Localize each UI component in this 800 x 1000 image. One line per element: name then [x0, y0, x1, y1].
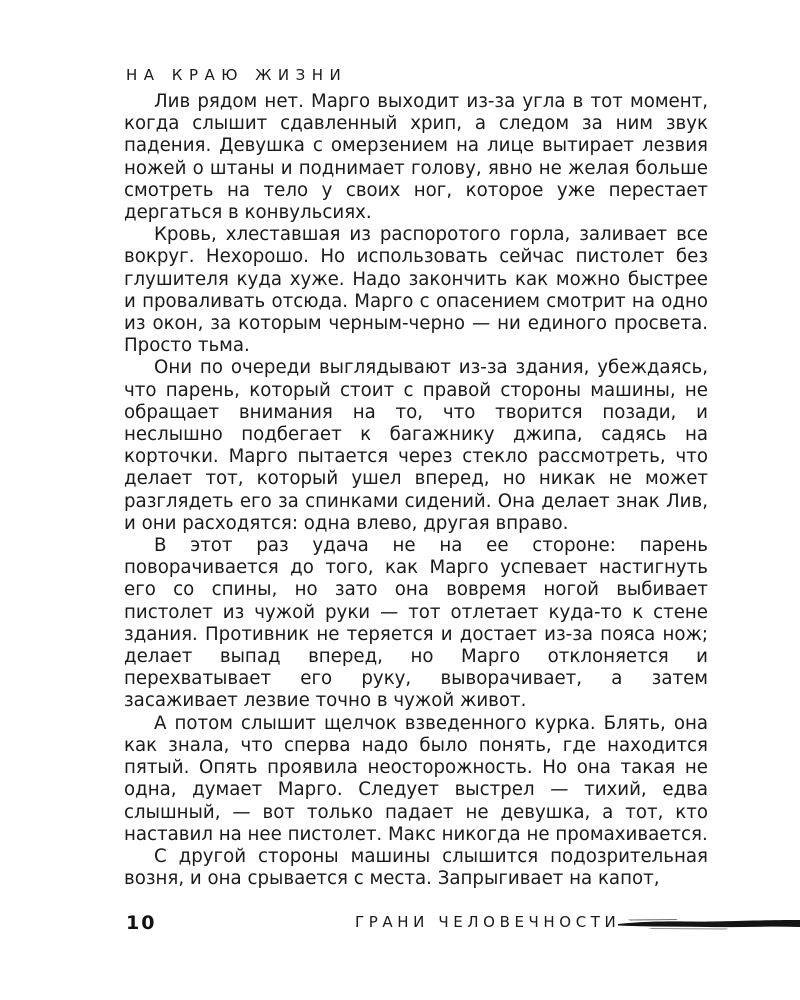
paragraph: А потом слышит щелчок взведенного курка. Блять, она как знала, что сперва надо было понять, где находится пятый. Опять проявила неосторожность. Но она такая не одна, думает Марго. Следует выстрел — тихий, едва слышный, — вот только падает не девушка, а тот, кто наставил на нее пистолет. Макс никогда не промахивается. — [124, 712, 708, 845]
brush-stroke-main — [618, 920, 800, 927]
paragraph: С другой стороны машины слышится подозрительная возня, и она срывается с места. Запрыгивает на капот, — [124, 845, 708, 890]
paragraph: Лив рядом нет. Марго выходит из-за угла в тот момент, когда слышит сдавленный хрип, а следом за ним звук падения. Девушка с омерзением на лице вытирает лезвия ножей о штаны и поднимает голову, явно не желая больше смотреть на тело у своих ног, которое уже перестает дергаться в конвульсиях. — [124, 91, 708, 224]
brush-stroke-ornament — [618, 915, 800, 931]
paragraph: Они по очереди выглядывают из-за здания, убеждаясь, что парень, который стоит с правой стороны машины, не обращает внимания на то, что творится позади, и неслышно подбегает к багажнику джипа, садясь на корточки. Марго пытается через стекло рассмотреть, что делает тот, который ушел вперед, но никак не может разглядеть его за спинками сидений. Она делает знак Лив, и они расходятся: одна влево, другая вправо. — [124, 357, 708, 534]
running-head: НА КРАЮ ЖИЗНИ — [126, 66, 348, 84]
body-text — [124, 91, 708, 890]
book-title: ГРАНИ ЧЕЛОВЕЧНОСТИ — [355, 913, 621, 931]
brush-stroke-tail — [648, 928, 728, 930]
page-number: 10 — [126, 912, 157, 934]
paragraph: Кровь, хлеставшая из распоротого горла, заливает все вокруг. Нехорошо. Но использовать сейчас пистолет без глушителя куда хуже. Надо закончить как можно быстрее и проваливать отсюда. Марго с опасением смотрит на одно из окон, за которым черным-черно — ни единого просвета. Просто тьма. — [124, 224, 708, 357]
brush-stroke-wisp — [628, 919, 678, 921]
paragraph: В этот раз удача не на ее стороне: парень поворачивается до того, как Марго успевает настигнуть его со спины, но зато она вовремя ногой выбивает пистолет из чужой руки — тот отлетает куда-то к стене здания. Противник не теряется и достает из-за пояса нож; делает выпад вперед, но Марго отклоняется и перехватывает его руку, выворачивает, а затем засаживает лезвие точно в чужой живот. — [124, 535, 708, 712]
